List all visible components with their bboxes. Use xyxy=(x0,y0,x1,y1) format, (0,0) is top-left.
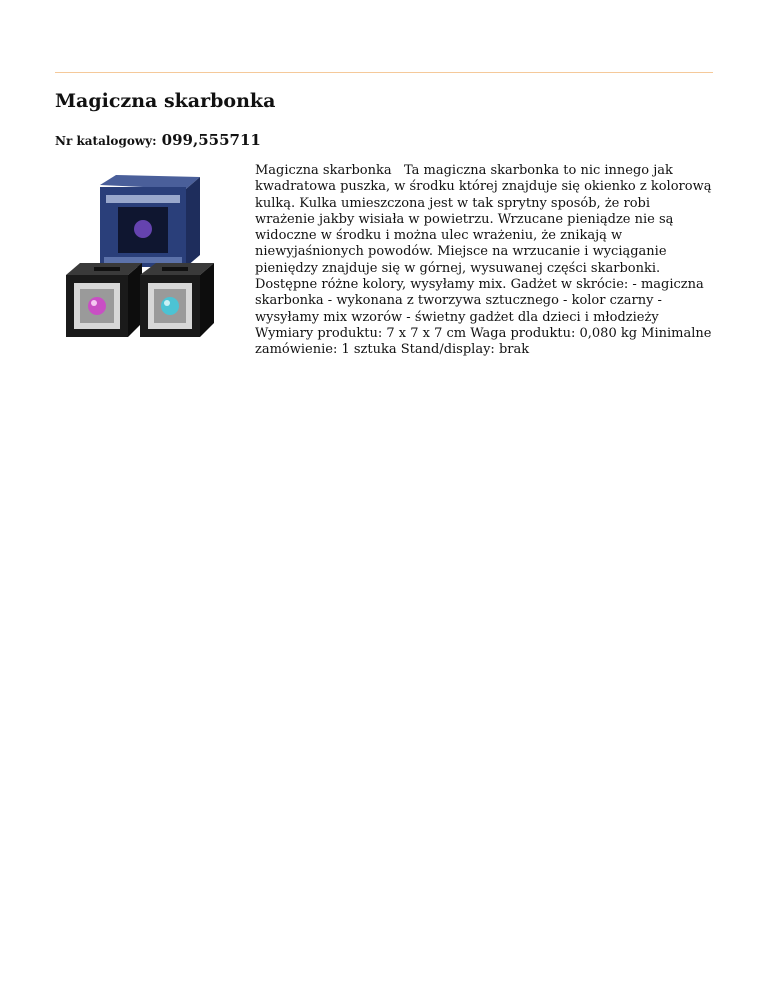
catalog-label: Nr katalogowy: xyxy=(55,134,157,148)
package-box xyxy=(100,175,200,267)
header-divider xyxy=(55,72,713,73)
product-description: Magiczna skarbonka Ta magiczna skarbonka to nic innego jak kwadratowa puszka, w środku której znajduje się okienko z kolorową kulką. Kulka umieszczona jest w tak sprytny sposób, że robi wrażenie jakby wisiała w powietrzu. Wrzucane pieniądze nie są widoczne w środku i można ulec wrażeniu, że znikają w niewyjaśnionych powodów. Miejsce na wrzucanie i wyciąganie pieniędzy znajduje się w górnej, wysuwanej części skarbonki. Dostępne różne kolory, wysyłamy mix. Gadżet w skrócie: - magiczna skarbonka - wykonana z tworzywa sztucznego - kolor czarny - wysyłamy mix wzorów - świetny gadżet dla dzieci i młodzieży Wymiary produktu: 7 x 7 x 7 cm Waga produktu: 0,080 kg Minimalne zamówienie: 1 sztuka Stand/display: brak xyxy=(255,163,716,358)
right-cube xyxy=(140,263,214,337)
left-cube xyxy=(66,263,142,337)
product-image xyxy=(58,163,218,343)
product-title: Magiczna skarbonka xyxy=(55,90,276,112)
catalog-number-line xyxy=(55,130,261,149)
catalog-number: 099,555711 xyxy=(161,131,261,149)
